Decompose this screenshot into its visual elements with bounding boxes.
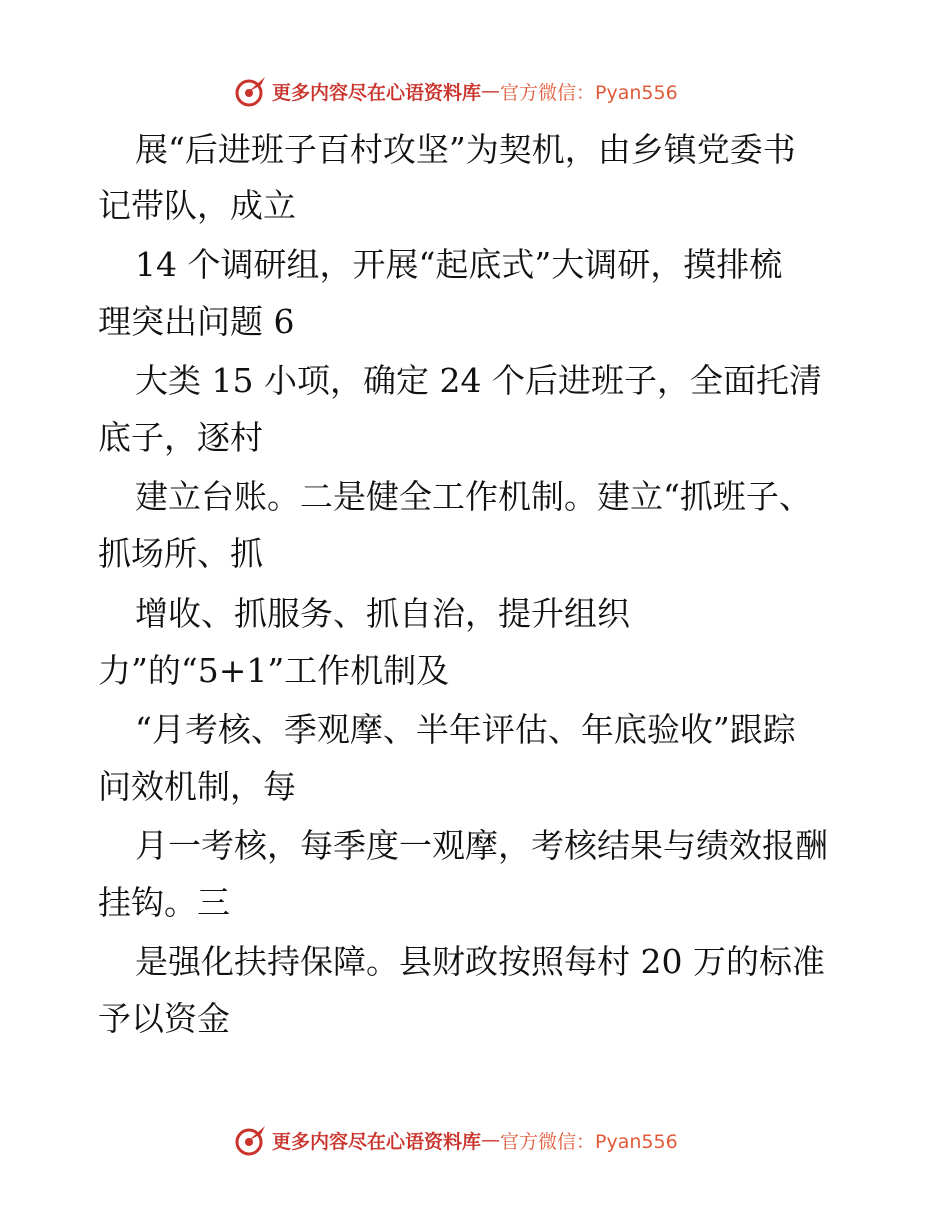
text-line: 月一考核，每季度一观摩，考核结果与绩效报酬 (135, 826, 828, 865)
watermark-wechat-text: 官方微信：Pyan556 (500, 1130, 678, 1153)
text-line: 挂钩。三 (98, 883, 230, 922)
watermark-main-text: 更多内容尽在心语资料库 (272, 1130, 482, 1153)
text-line: “月考核、季观摩、半年评估、年底验收”跟踪 (135, 710, 796, 749)
watermark-separator: — (481, 80, 501, 102)
text-line: 记带队，成立 (98, 186, 296, 225)
text-line: 理突出问题 6 (98, 302, 295, 341)
text-line: 大类 15 小项，确定 24 个后进班子，全面托清 (135, 361, 822, 400)
watermark-separator: — (481, 1129, 501, 1151)
text-line: 建立台账。二是健全工作机制。建立“抓班子、 (135, 477, 812, 516)
watermark-wechat-text: 官方微信：Pyan556 (500, 81, 678, 104)
watermark-main-text: 更多内容尽在心语资料库 (272, 81, 482, 104)
text-line: 抓场所、抓 (98, 534, 263, 573)
quill-emblem-icon (234, 1123, 268, 1157)
text-line: 底子，逐村 (98, 418, 263, 457)
text-line: 力”的“5+1”工作机制及 (98, 651, 450, 690)
text-line: 问效机制，每 (98, 767, 296, 806)
footer-watermark (234, 1123, 678, 1157)
text-line: 14 个调研组，开展“起底式”大调研，摸排梳 (135, 245, 783, 284)
text-line: 展“后进班子百村攻坚”为契机，由乡镇党委书 (135, 130, 796, 169)
text-line: 是强化扶持保障。县财政按照每村 20 万的标准 (135, 942, 825, 981)
text-line: 增收、抓服务、抓自治，提升组织 (135, 594, 630, 633)
text-line: 予以资金 (98, 999, 230, 1038)
header-watermark (234, 74, 678, 108)
quill-emblem-icon (234, 74, 268, 108)
